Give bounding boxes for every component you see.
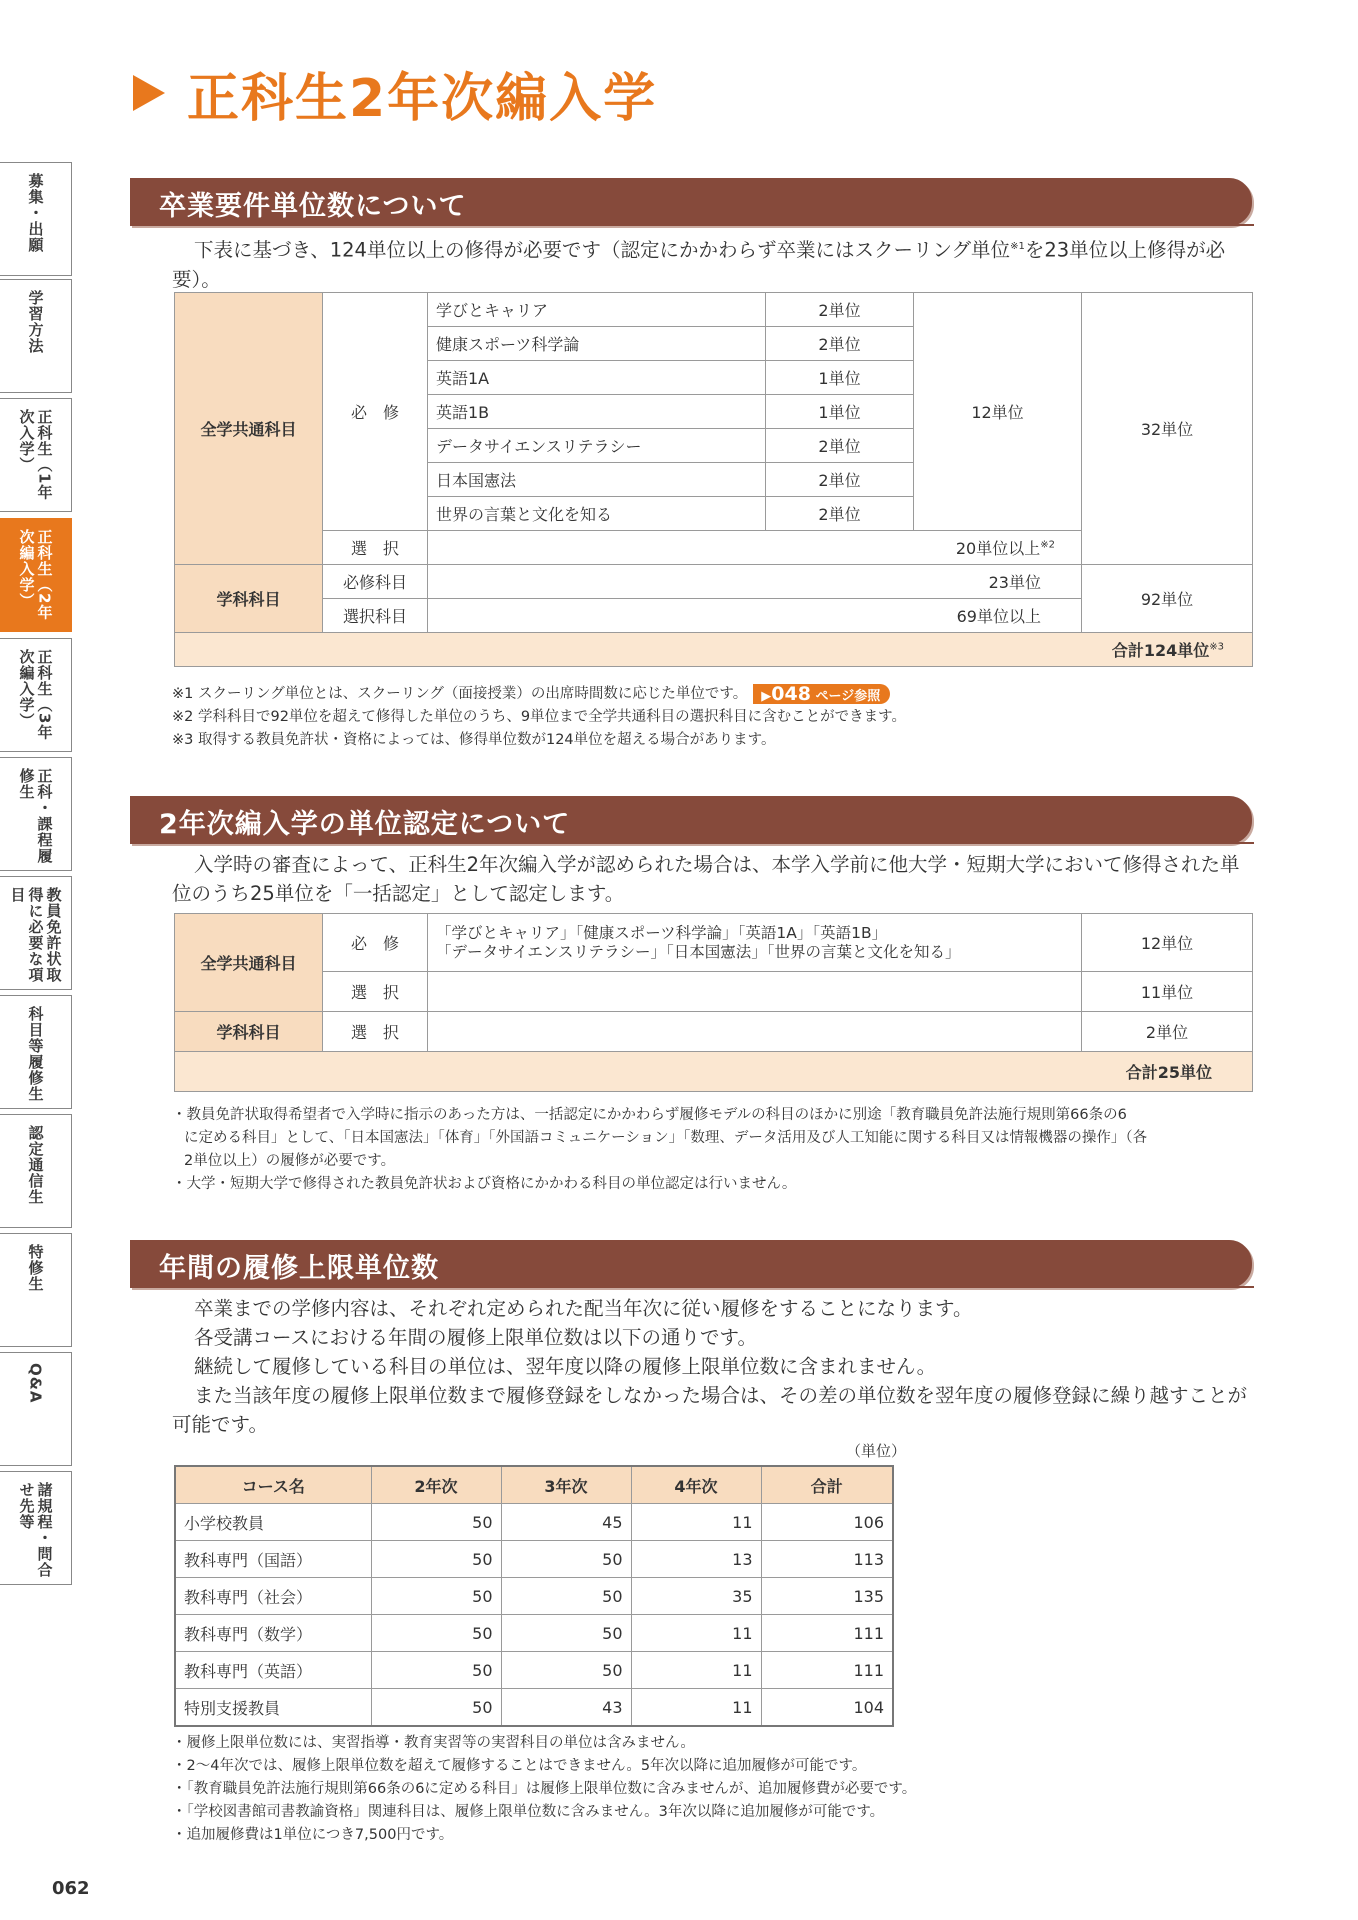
section3-intro: 卒業までの学修内容は、それぞれ定められた配当年次に従い履修をすることになります。 各受講コースにおける年間の履修上限単位数は以下の通りです。 継続して履修している科目の単位は、翌年度以降の履修上限単位数に含まれません。 また当該年度の履修上限単位数まで履修登録をしなかった場合は、その差の単位数を翌年度の履修登録に繰り越すことが可能です。	[172, 1297, 1248, 1436]
course-units: 1単位	[766, 395, 914, 429]
required-label: 必 修	[323, 293, 428, 531]
course-units: 2単位	[766, 497, 914, 531]
note-item: ・大学・短期大学で修得された教員免許状および資格にかかわる科目の単位認定は行いません。	[172, 1176, 797, 1192]
dept-required-units: 23単位	[428, 565, 1082, 599]
section3-notes	[172, 1732, 1262, 1847]
dept-elective-units: 2単位	[1082, 1012, 1253, 1052]
table-row: 教科専門（社会） 50 50 35 135	[175, 1578, 893, 1615]
note-item: ・履修上限単位数には、実習指導・教育実習等の実習科目の単位は含みません。	[172, 1735, 695, 1751]
course-units: 1単位	[766, 361, 914, 395]
section-graduation-credits-header: 卒業要件単位数について	[130, 178, 1252, 226]
section-divider	[130, 224, 1254, 226]
table-row: 教科専門（英語） 50 50 11 111	[175, 1652, 893, 1689]
note-item: ※2 学科科目で92単位を超えて修得した単位のうち、9単位まで全学共通科目の選択科目に含むことができます。	[172, 709, 906, 725]
category-common-subjects: 全学共通科目	[175, 914, 323, 1012]
dept-required-label: 必修科目	[323, 565, 428, 599]
column-header: 2年次	[371, 1466, 501, 1504]
section1-notes	[172, 683, 1262, 752]
side-tab-teaching-license[interactable]: 教員免許状取得に必要な項目	[0, 876, 72, 990]
required-subjects: 「学びとキャリア」「健康スポーツ科学論」「英語1A」「英語1B」 「データサイエンスリテラシー」「日本国憲法」「世界の言葉と文化を知る」	[428, 914, 1082, 972]
note-item: ・「学校図書館司書教諭資格」関連科目は、履修上限単位数に含みません。3年次以降に追加履修が可能です。	[172, 1804, 885, 1820]
section-divider	[130, 1286, 1254, 1288]
dept-elective-label: 選択科目	[323, 599, 428, 633]
section-annual-limit-header: 年間の履修上限単位数	[130, 1240, 1252, 1288]
course-units: 2単位	[766, 327, 914, 361]
required-label: 必 修	[323, 914, 428, 972]
annual-limit-table	[174, 1465, 894, 1727]
column-header: コース名	[175, 1466, 371, 1504]
course-name: 学びとキャリア	[428, 293, 766, 327]
note-item: ※1 スクーリング単位とは、スクーリング（面接授業）の出席時間数に応じた単位です。 ▶048 ページ参照	[172, 683, 1262, 706]
note-item: ・「教育職員免許法施行規則第66条の6に定める科目」は履修上限単位数に含みませんが、追加履修費が必要です。	[172, 1781, 917, 1797]
elective-units: 20単位以上$^{※2}$	[428, 531, 1082, 565]
side-tab-course-students[interactable]: 正科・課程履修生	[0, 757, 72, 871]
section2-intro: 入学時の審査によって、正科生2年次編入学が認められた場合は、本学入学前に他大学・短期大学において修得された単位のうち25単位を「一括認定」として認定します。	[172, 853, 1240, 905]
section-credit-recognition-header: 2年次編入学の単位認定について	[130, 796, 1252, 844]
category-department-subjects: 学科科目	[175, 1012, 323, 1052]
table-row: 特別支援教員 50 43 11 104	[175, 1689, 893, 1727]
page-title-text: 正科生2年次編入学	[187, 68, 658, 129]
category-common-subjects: 全学共通科目	[175, 293, 323, 565]
unit-label: （単位）	[846, 1442, 907, 1460]
note-item: ・2～4年次では、履修上限単位数を超えて履修することはできません。5年次以降に追加履修が可能です。	[172, 1758, 867, 1774]
course-name: データサイエンスリテラシー	[428, 429, 766, 463]
course-units: 2単位	[766, 429, 914, 463]
dept-total: 92単位	[1082, 565, 1253, 633]
side-tab-regular-first-year[interactable]: 正科生（1年次入学）	[0, 398, 72, 512]
course-name: 世界の言葉と文化を知る	[428, 497, 766, 531]
section-divider	[130, 842, 1254, 844]
table-row: 教科専門（数学） 50 50 11 111	[175, 1615, 893, 1652]
side-tab-learning-method[interactable]: 学習方法	[0, 279, 72, 393]
credit-recognition-table	[174, 913, 1253, 1092]
graduation-credits-table	[174, 292, 1253, 667]
side-tab-regular-third-year[interactable]: 正科生（3年次編入学）	[0, 638, 72, 752]
note-item: に定める科目」として、「日本国憲法」「体育」「外国語コミュニケーション」「数理、データ活用及び人工知能に関する科目又は情報機器の操作」（各	[184, 1130, 1148, 1146]
table-row: 小学校教員 50 45 11 106	[175, 1504, 893, 1541]
note-item: 2単位以上）の履修が必要です。	[184, 1153, 396, 1169]
triangle-right-icon	[133, 75, 165, 111]
category-department-subjects: 学科科目	[175, 565, 323, 633]
side-tab-special-students[interactable]: 特修生	[0, 1233, 72, 1347]
page-ref-badge[interactable]: ▶048 ページ参照	[753, 684, 890, 704]
course-name: 英語1B	[428, 395, 766, 429]
table-row: 教科専門（国語） 50 50 13 113	[175, 1541, 893, 1578]
side-tab-recruitment[interactable]: 募集・出願	[0, 162, 72, 276]
required-units: 12単位	[1082, 914, 1253, 972]
note-item: ・追加履修費は1単位につき7,500円です。	[172, 1827, 454, 1843]
side-tab-certified-students[interactable]: 認定通信生	[0, 1114, 72, 1228]
section1-intro: 下表に基づき、124単位以上の修得が必要です（認定にかかわらず卒業にはスクーリング単位$^{※1}$を23単位以上修得が必要）。	[172, 238, 1226, 291]
side-tab-regular-second-year[interactable]: 正科生（2年次編入学）	[0, 518, 72, 632]
page-title	[133, 58, 657, 128]
note-item: ・教員免許状取得希望者で入学時に指示のあった方は、一括認定にかかわらず履修モデルの科目のほかに別途「教育職員免許法施行規則第66条の6	[172, 1107, 1127, 1123]
required-total: 12単位	[914, 293, 1082, 531]
elective-label: 選 択	[323, 972, 428, 1012]
column-header: 4年次	[631, 1466, 761, 1504]
course-name: 日本国憲法	[428, 463, 766, 497]
common-total: 32単位	[1082, 293, 1253, 565]
page-number: 062	[52, 1878, 90, 1899]
course-name: 英語1A	[428, 361, 766, 395]
section2-notes	[172, 1104, 1262, 1196]
side-tab-qa[interactable]: Q&A	[0, 1352, 72, 1466]
side-tab-regulations[interactable]: 諸規程・問合せ先等	[0, 1471, 72, 1585]
column-header: 合計	[761, 1466, 893, 1504]
side-tab-credit-auditors[interactable]: 科目等履修生	[0, 995, 72, 1109]
column-header: 3年次	[501, 1466, 631, 1504]
course-units: 2単位	[766, 293, 914, 327]
dept-elective-units: 69単位以上	[428, 599, 1082, 633]
grand-total: 合計124単位$^{※3}$	[175, 633, 1253, 667]
dept-elective-label: 選 択	[323, 1012, 428, 1052]
note-item: ※3 取得する教員免許状・資格によっては、修得単位数が124単位を超える場合があります。	[172, 732, 776, 748]
grand-total: 合計25単位	[175, 1052, 1253, 1092]
elective-units: 11単位	[1082, 972, 1253, 1012]
course-units: 2単位	[766, 463, 914, 497]
elective-label: 選 択	[323, 531, 428, 565]
course-name: 健康スポーツ科学論	[428, 327, 766, 361]
